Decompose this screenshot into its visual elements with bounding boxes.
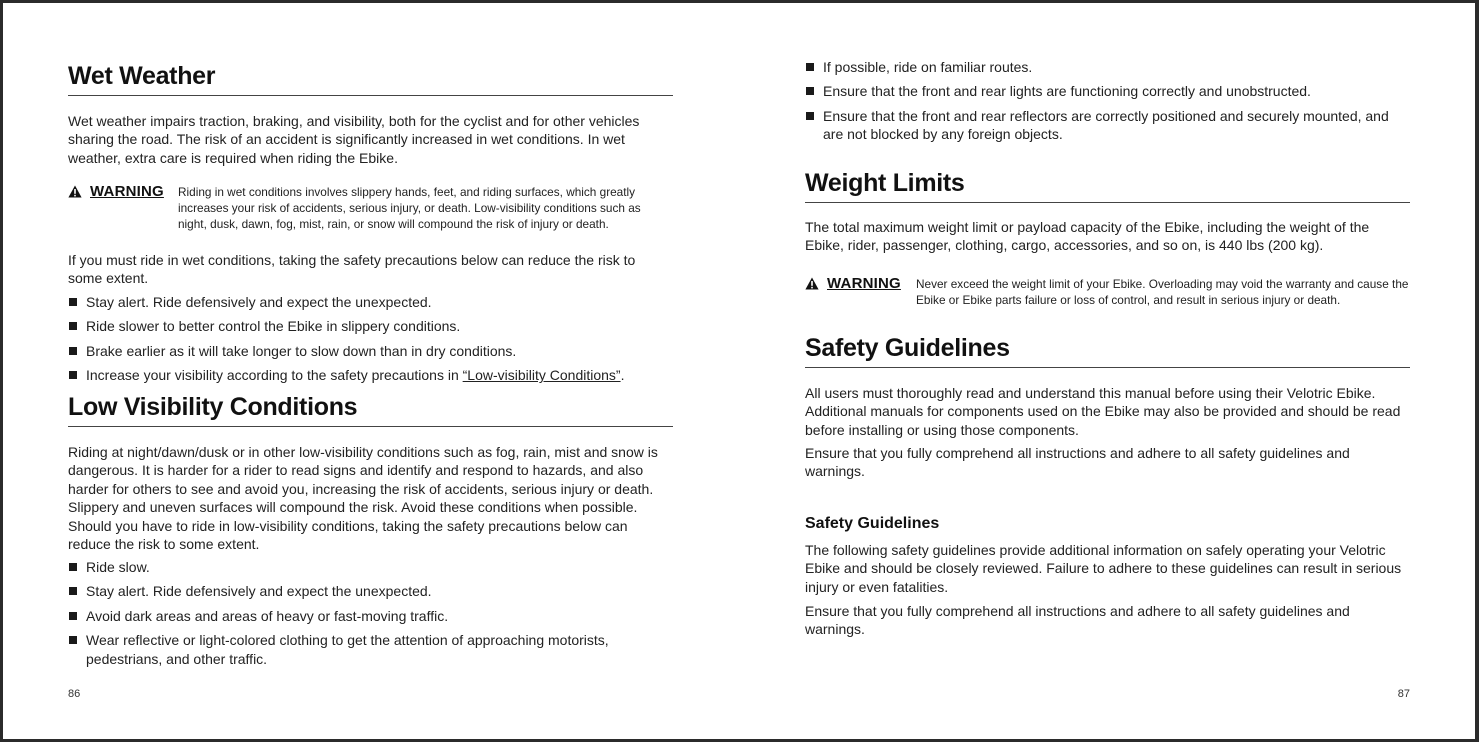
list-item: Ensure that the front and rear lights are functioning correctly and unobstructed. <box>805 82 1410 100</box>
safety-guidelines-para4: Ensure that you fully comprehend all instructions and adhere to all safety guidelines and warnings. <box>805 603 1350 638</box>
safety-guidelines-heading: Safety Guidelines <box>805 333 1410 368</box>
document-spread <box>3 3 1475 739</box>
wet-weather-intro: Wet weather impairs traction, braking, and visibility, both for the cyclist and for other vehicles sharing the road. The risk of an accident is significantly increased in wet conditions. In wet weather, extra care is required when riding the Ebike. <box>68 113 640 166</box>
warning-header <box>805 275 901 292</box>
page-number-left: 86 <box>68 688 81 700</box>
bullet-suffix: . <box>620 367 625 384</box>
safety-guidelines-subheading: Safety Guidelines <box>805 515 940 532</box>
list-item: Ride slower to better control the Ebike in slippery conditions. <box>68 317 673 335</box>
low-visibility-heading: Low Visibility Conditions <box>68 392 673 427</box>
warning-header <box>68 183 164 200</box>
list-item: Wear reflective or light-colored clothing to get the attention of approaching motorists, pedestrians, and other traffic. <box>68 631 673 668</box>
warning-label: WARNING <box>90 183 164 200</box>
right-page <box>805 3 1410 739</box>
list-item: Avoid dark areas and areas of heavy or fast-moving traffic. <box>68 607 673 625</box>
warning-text: Never exceed the weight limit of your Ebike. Overloading may void the warranty and cause the Ebike or Ebike parts failure or loss of control, and result in serious injury or death. <box>916 277 1409 307</box>
warning-triangle-icon <box>805 277 819 290</box>
weight-limits-heading: Weight Limits <box>805 168 1410 203</box>
bullet-text: Increase your visibility according to the safety precautions in <box>86 367 463 384</box>
low-visibility-link[interactable]: “Low-visibility Conditions” <box>462 367 621 384</box>
safety-guidelines-para2: Ensure that you fully comprehend all instructions and adhere to all safety guidelines and warnings. <box>805 445 1350 480</box>
page-number-right: 87 <box>1397 688 1410 700</box>
weight-limits-body: The total maximum weight limit or payload capacity of the Ebike, including the weight of the Ebike, rider, passenger, clothing, cargo, accessories, and so on, is 440 lbs (200 kg). <box>805 219 1370 254</box>
low-visibility-bullets <box>68 558 673 674</box>
warning-triangle-icon <box>68 185 82 198</box>
wet-weather-heading: Wet Weather <box>68 61 673 96</box>
wet-weather-warning <box>68 183 673 235</box>
weight-limits-warning <box>805 275 1410 311</box>
list-item: Ensure that the front and rear reflectors are correctly positioned and securely mounted, and are not blocked by any foreign objects. <box>805 107 1410 144</box>
wet-weather-bullets <box>68 293 673 391</box>
list-item: Stay alert. Ride defensively and expect the unexpected. <box>68 582 673 600</box>
list-item: If possible, ride on familiar routes. <box>805 58 1410 76</box>
list-item: Stay alert. Ride defensively and expect the unexpected. <box>68 293 673 311</box>
continued-bullets <box>805 58 1410 150</box>
list-item: Ride slow. <box>68 558 673 576</box>
safety-guidelines-para1: All users must thoroughly read and understand this manual before using their Velotric Ebike. Additional manuals for components used on the Ebike may also be provided and should be read before installing or using those components. <box>805 385 1401 438</box>
safety-guidelines-para3: The following safety guidelines provide additional information on safely operating your Velotric Ebike and should be closely reviewed. Failure to adhere to these guidelines can result in serious injury or even fatalities. <box>805 542 1402 595</box>
left-page <box>68 3 673 739</box>
list-item <box>68 366 673 384</box>
low-visibility-body: Riding at night/dawn/dusk or in other low-visibility conditions such as fog, rain, mist and snow is dangerous. It is harder for a rider to read signs and identify and respond to hazards, and also harder for others to see and avoid you, increasing the risk of accidents, serious injury or death. Slippery and uneven surfaces will compound the risk. Avoid these conditions when possible. Should you have to ride in low-visibility conditions, taking the safety precautions below can reduce the risk to some extent. <box>68 444 658 553</box>
wet-weather-precautions-intro: If you must ride in wet conditions, taking the safety precautions below can reduce the risk to some extent. <box>68 252 636 287</box>
list-item: Brake earlier as it will take longer to slow down than in dry conditions. <box>68 342 673 360</box>
warning-label: WARNING <box>827 275 901 292</box>
warning-text: Riding in wet conditions involves slippery hands, feet, and riding surfaces, which greatly increases your risk of accidents, serious injury, or death. Low-visibility conditions such as night, dusk, dawn, fog, mist, rain, or snow will compound the risk of injury or death. <box>178 185 641 231</box>
